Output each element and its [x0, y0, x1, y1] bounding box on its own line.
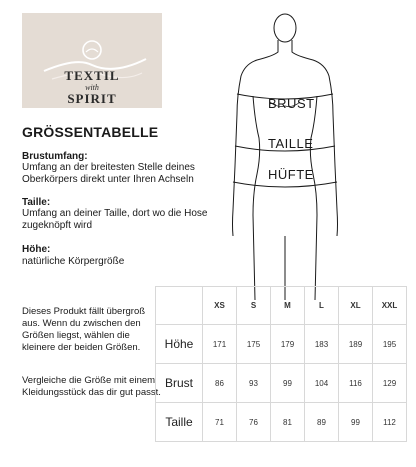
body-outline-figure: [215, 10, 355, 300]
size-header: XS: [203, 287, 237, 325]
label-taille: TAILLE: [268, 136, 314, 151]
size-header: L: [305, 287, 339, 325]
table-cell: 179: [271, 325, 305, 364]
table-row: [156, 364, 407, 403]
size-header: M: [271, 287, 305, 325]
size-header: XL: [339, 287, 373, 325]
table-cell: 89: [305, 403, 339, 442]
page-title: GRÖSSENTABELLE: [22, 124, 159, 140]
table-cell: 175: [237, 325, 271, 364]
logo-text-spirit: SPIRIT: [67, 91, 117, 106]
table-cell: 195: [373, 325, 407, 364]
heading-brustumfang: Brustumfang:: [22, 151, 88, 162]
table-row: [156, 403, 407, 442]
size-table: [155, 286, 407, 442]
size-table-corner: [156, 287, 203, 325]
size-table-header-row: [156, 287, 407, 325]
label-huefte: HÜFTE: [268, 167, 314, 182]
text-taille: Umfang an deiner Taille, dort wo die Hose zugeknöpft wird: [22, 208, 208, 231]
heading-taille: Taille:: [22, 197, 51, 208]
table-row: [156, 325, 407, 364]
heading-hoehe: Höhe:: [22, 244, 51, 255]
row-label-brust: Brust: [156, 364, 203, 403]
table-cell: 189: [339, 325, 373, 364]
size-header: XXL: [373, 287, 407, 325]
table-cell: 86: [203, 364, 237, 403]
note-compare: Vergleiche die Größe mit einem Kleidungsstück das dir gut passt.: [22, 375, 161, 398]
label-brust: BRUST: [268, 96, 315, 111]
table-cell: 183: [305, 325, 339, 364]
note-oversize: Dieses Produkt fällt übergroß aus. Wenn du zwischen den Größen liegst, wählen die kleinere der beiden Größen.: [22, 306, 146, 353]
logo-text-with: with: [85, 83, 99, 92]
table-cell: 76: [237, 403, 271, 442]
table-cell: 112: [373, 403, 407, 442]
table-cell: 81: [271, 403, 305, 442]
brand-logo: [22, 13, 162, 108]
row-label-hoehe: Höhe: [156, 325, 203, 364]
table-cell: 171: [203, 325, 237, 364]
size-header: S: [237, 287, 271, 325]
text-hoehe: natürliche Körpergröße: [22, 256, 125, 267]
table-cell: 129: [373, 364, 407, 403]
text-brustumfang: Umfang an der breitesten Stelle deines Oberkörpers direkt unter Ihren Achseln: [22, 162, 195, 185]
table-cell: 71: [203, 403, 237, 442]
table-cell: 99: [339, 403, 373, 442]
table-cell: 104: [305, 364, 339, 403]
table-cell: 116: [339, 364, 373, 403]
logo-text-textil: TEXTIL: [64, 68, 120, 83]
row-label-taille: Taille: [156, 403, 203, 442]
table-cell: 99: [271, 364, 305, 403]
table-cell: 93: [237, 364, 271, 403]
